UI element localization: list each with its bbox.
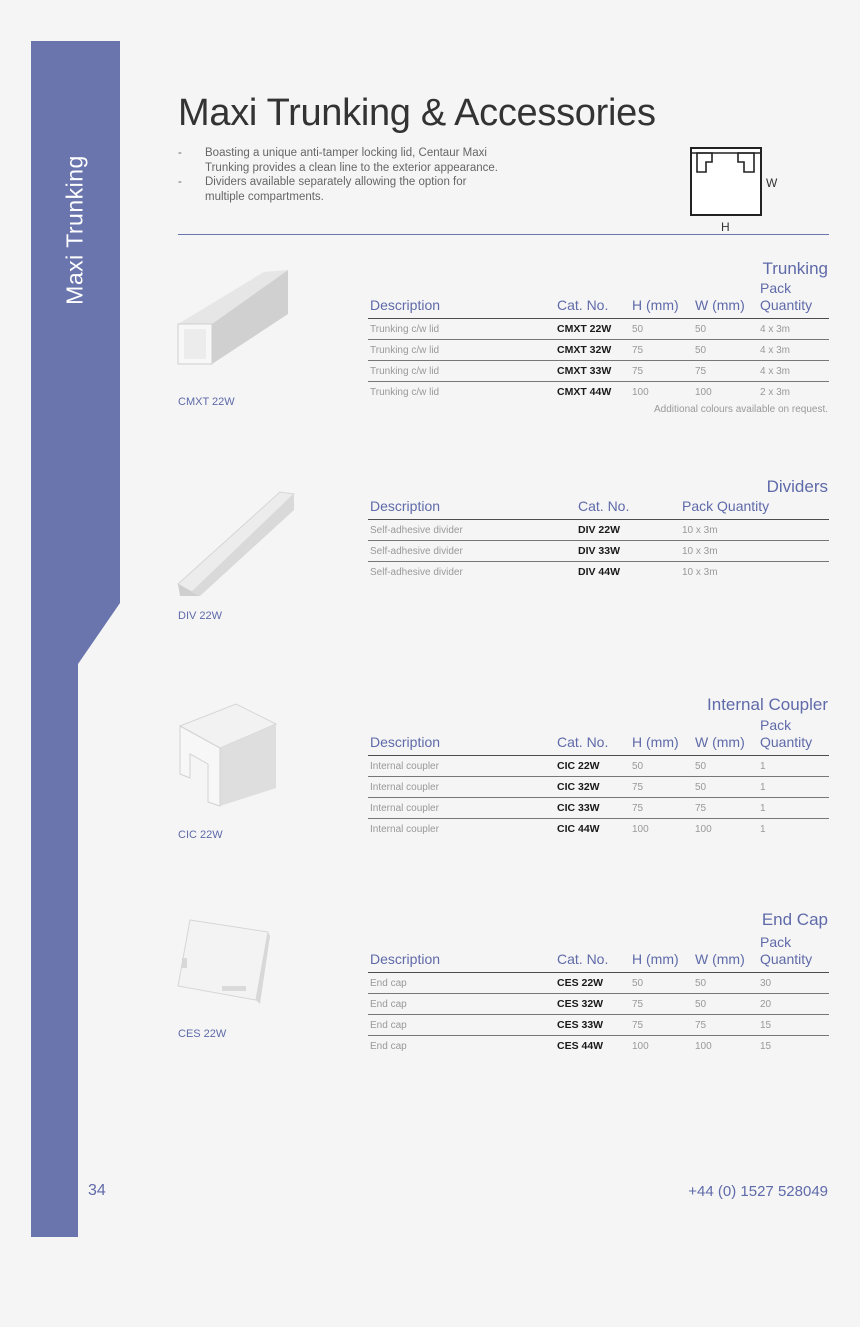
table-cell: DIV 33W <box>576 541 680 562</box>
table-cell: 75 <box>630 777 693 798</box>
table-cell: 15 <box>758 1015 829 1036</box>
trunking-image-label: CMXT 22W <box>178 396 235 408</box>
endcap-image-label: CES 22W <box>178 1028 227 1040</box>
col-height: H (mm) <box>630 717 693 756</box>
col-pack-quantity: Pack Quantity <box>680 498 829 520</box>
table-cell: CES 32W <box>555 994 630 1015</box>
table-cell: CIC 22W <box>555 756 630 777</box>
table-cell: End cap <box>368 973 555 994</box>
table-cell: 75 <box>630 340 693 361</box>
table-cell: Trunking c/w lid <box>368 361 555 382</box>
table-row <box>368 361 829 382</box>
table-cell: 50 <box>693 777 758 798</box>
table-cell: 15 <box>760 1040 772 1052</box>
col-description: Description <box>368 717 555 756</box>
table-cell: 30 <box>758 973 829 994</box>
table-cell: 75 <box>693 798 758 819</box>
col-width: W (mm) <box>693 934 758 973</box>
table-cell: Internal coupler <box>368 798 555 819</box>
table-cell: 100 <box>695 1040 712 1052</box>
table-cell: 100 <box>695 823 712 835</box>
endcap-product-image <box>176 918 270 1006</box>
profile-height-label: H <box>721 220 730 234</box>
table-cell: 50 <box>693 319 758 340</box>
intro-bullets <box>178 146 508 204</box>
table-row <box>368 562 829 583</box>
table-cell: CMXT 33W <box>555 361 630 382</box>
table-row <box>368 520 829 541</box>
table-cell: CMXT 22W <box>555 319 630 340</box>
table-cell: CES 22W <box>555 973 630 994</box>
table-cell: 2 x 3m <box>760 386 791 398</box>
col-description: Description <box>368 280 555 319</box>
table-cell: 100 <box>632 823 649 835</box>
profile-width-label: W <box>766 176 778 190</box>
col-pack-quantity: Pack Quantity <box>758 280 829 319</box>
intro-bullet: - Dividers available separately allowing the option for multiple compartments. <box>178 175 508 204</box>
table-cell: CES 44W <box>557 1040 604 1052</box>
table-row <box>368 340 829 361</box>
col-height: H (mm) <box>630 280 693 319</box>
table-cell: End cap <box>368 1015 555 1036</box>
table-row <box>368 994 829 1015</box>
table-cell: 50 <box>693 340 758 361</box>
col-height: H (mm) <box>630 934 693 973</box>
trunking-section-title: Trunking <box>762 259 828 278</box>
table-cell: 10 x 3m <box>680 541 829 562</box>
table-cell: End cap <box>368 994 555 1015</box>
table-cell: 50 <box>630 973 693 994</box>
table-cell: CIC 33W <box>555 798 630 819</box>
sidebar-label: Maxi Trunking <box>61 155 88 305</box>
col-pack-quantity: Pack Quantity <box>758 717 829 756</box>
table-row <box>368 819 829 840</box>
table-cell: 4 x 3m <box>758 361 829 382</box>
table-cell: CIC 32W <box>555 777 630 798</box>
table-cell: Trunking c/w lid <box>368 340 555 361</box>
table-cell: Self-adhesive divider <box>370 566 463 578</box>
table-cell: 50 <box>693 756 758 777</box>
table-cell: Internal coupler <box>368 756 555 777</box>
colours-note: Additional colours available on request. <box>654 404 828 415</box>
table-cell: 50 <box>630 756 693 777</box>
trunking-table <box>368 280 829 402</box>
dividers-section-title: Dividers <box>766 477 828 496</box>
col-width: W (mm) <box>693 280 758 319</box>
trunking-profile-diagram <box>688 144 764 220</box>
table-cell: 10 x 3m <box>682 566 718 578</box>
divider-product-image <box>178 492 294 596</box>
header-divider <box>178 234 829 235</box>
table-cell: DIV 44W <box>578 566 621 578</box>
table-cell: 50 <box>693 994 758 1015</box>
table-cell: 50 <box>693 973 758 994</box>
table-cell: 20 <box>758 994 829 1015</box>
table-row <box>368 1036 829 1057</box>
table-cell: CES 33W <box>555 1015 630 1036</box>
trunking-product-image <box>176 266 294 370</box>
dividers-table <box>368 498 829 582</box>
endcap-section-title: End Cap <box>761 910 828 929</box>
table-row <box>368 798 829 819</box>
table-cell: Internal coupler <box>370 823 439 835</box>
table-cell: 75 <box>630 361 693 382</box>
page-title: Maxi Trunking & Accessories <box>178 92 656 134</box>
table-cell: End cap <box>370 1040 407 1052</box>
table-cell: 1 <box>758 798 829 819</box>
table-cell: 100 <box>632 1040 649 1052</box>
table-cell: CMXT 32W <box>555 340 630 361</box>
table-cell: 4 x 3m <box>758 340 829 361</box>
table-row <box>368 777 829 798</box>
table-row <box>368 382 829 403</box>
table-cell: Trunking c/w lid <box>368 319 555 340</box>
table-cell: 75 <box>630 1015 693 1036</box>
table-row <box>368 756 829 777</box>
col-description: Description <box>368 934 555 973</box>
col-cat-no: Cat. No. <box>555 280 630 319</box>
table-row <box>368 319 829 340</box>
table-cell: 1 <box>758 756 829 777</box>
phone-number: +44 (0) 1527 528049 <box>688 1183 828 1200</box>
table-row <box>368 1015 829 1036</box>
table-cell: DIV 22W <box>576 520 680 541</box>
table-cell: 75 <box>693 361 758 382</box>
table-cell: CMXT 44W <box>557 386 612 398</box>
endcap-table <box>368 934 829 1056</box>
table-cell: Trunking c/w lid <box>370 386 440 398</box>
table-cell: Self-adhesive divider <box>368 541 576 562</box>
col-width: W (mm) <box>693 717 758 756</box>
coupler-table <box>368 717 829 839</box>
col-description: Description <box>368 498 576 520</box>
table-cell: 75 <box>630 798 693 819</box>
col-cat-no: Cat. No. <box>555 717 630 756</box>
table-cell: CIC 44W <box>557 823 600 835</box>
table-cell: 100 <box>695 386 712 398</box>
table-cell: 4 x 3m <box>758 319 829 340</box>
table-cell: Internal coupler <box>368 777 555 798</box>
col-cat-no: Cat. No. <box>576 498 680 520</box>
page-number: 34 <box>88 1182 106 1199</box>
coupler-image-label: CIC 22W <box>178 829 223 841</box>
table-cell: 1 <box>758 777 829 798</box>
col-cat-no: Cat. No. <box>555 934 630 973</box>
table-cell: 50 <box>630 319 693 340</box>
table-cell: 10 x 3m <box>680 520 829 541</box>
coupler-section-title: Internal Coupler <box>707 695 828 714</box>
col-pack-quantity: Pack Quantity <box>758 934 829 973</box>
coupler-product-image <box>176 702 280 808</box>
table-row <box>368 541 829 562</box>
table-cell: Self-adhesive divider <box>368 520 576 541</box>
intro-bullet: - Boasting a unique anti-tamper locking lid, Centaur Maxi Trunking provides a clean line to the exterior appearance. <box>178 146 508 175</box>
table-cell: 75 <box>693 1015 758 1036</box>
table-cell: 1 <box>760 823 766 835</box>
divider-image-label: DIV 22W <box>178 610 223 622</box>
table-cell: 75 <box>630 994 693 1015</box>
table-cell: 100 <box>632 386 649 398</box>
table-row <box>368 973 829 994</box>
